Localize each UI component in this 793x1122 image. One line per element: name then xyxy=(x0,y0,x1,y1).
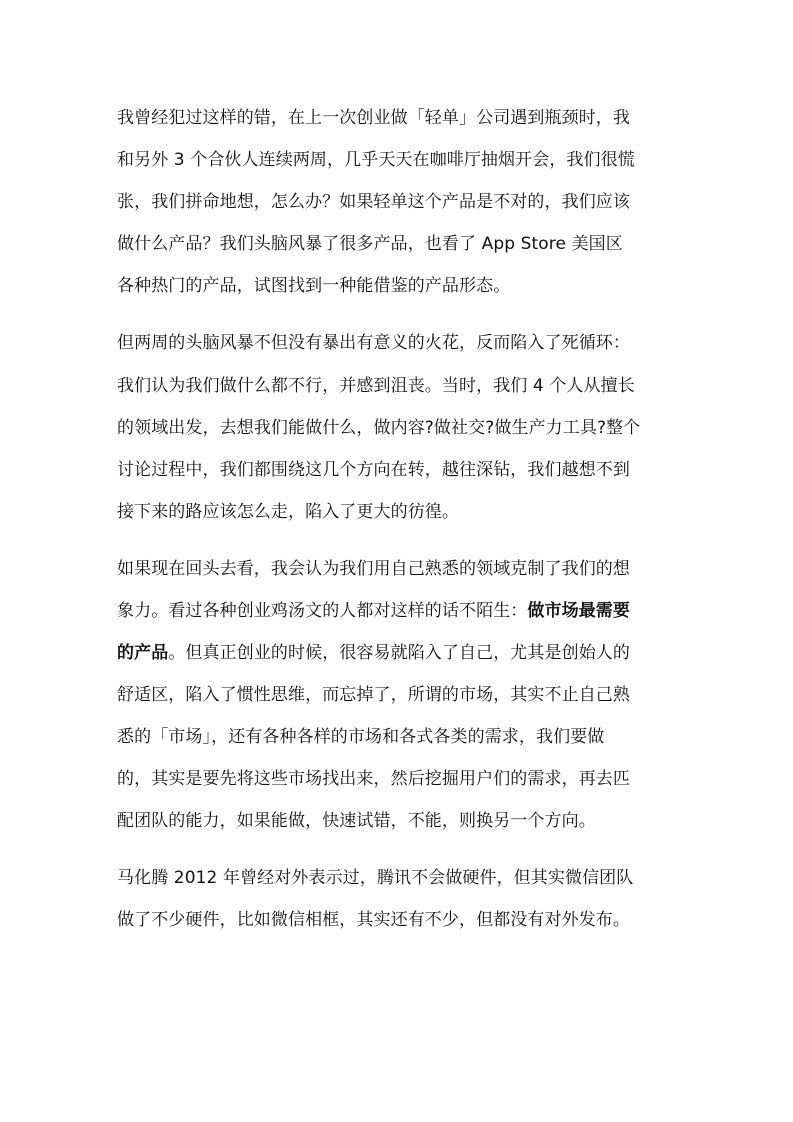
paragraph-1-line-1: 我曾经犯过这样的错，在上一次创业做「轻单」公司遇到瓶颈时，我 xyxy=(117,108,630,128)
paragraph-3-line-7: 配团队的能力，如果能做，快速试错，不能，则换另一个方向。 xyxy=(117,811,596,831)
paragraph-1-line-5: 各种热门的产品，试图找到一种能借鉴的产品形态。 xyxy=(117,276,511,296)
paragraph-3-line-6: 的，其实是要先将这些市场找出来，然后挖掘用户们的需求，再去匹 xyxy=(117,769,630,789)
paragraph-3-line-1: 如果现在回头去看，我会认为我们用自己熟悉的领域克制了我们的想 xyxy=(117,559,630,579)
bold-emphasis-1: 做市场最需要 xyxy=(527,601,631,621)
paragraph-2-line-1: 但两周的头脑风暴不但没有暴出有意义的火花，反而陷入了死循环： xyxy=(117,333,630,353)
paragraph-2-line-2: 我们认为我们做什么都不行，并感到沮丧。当时，我们 4 个人从擅长 xyxy=(117,376,635,396)
paragraph-2-line-4: 讨论过程中，我们都围绕这几个方向在转，越往深钻，我们越想不到 xyxy=(117,460,630,480)
paragraph-3-line-2 xyxy=(117,601,630,621)
paragraph-3-line-3 xyxy=(117,643,630,663)
bold-emphasis-2: 的产品 xyxy=(117,643,169,663)
paragraph-2-line-3: 的领域出发，去想我们能做什么，做内容?做社交?做生产力工具?整个 xyxy=(117,418,641,438)
paragraph-4-line-2: 做了不少硬件，比如微信相框，其实还有不少，但都没有对外发布。 xyxy=(117,910,630,930)
paragraph-3-line-4: 舒适区，陷入了惯性思维，而忘掉了，所谓的市场，其实不止自己熟 xyxy=(117,685,630,705)
paragraph-3-line-5: 悉的「市场」，还有各种各样的市场和各式各类的需求，我们要做 xyxy=(117,727,605,747)
paragraph-3-line-3-text: 。但真正创业的时候，很容易就陷入了自己，尤其是创始人的 xyxy=(168,643,631,663)
paragraph-2-line-5: 接下来的路应该怎么走，陷入了更大的彷徨。 xyxy=(117,502,459,522)
paragraph-4-line-1: 马化腾 2012 年曾经对外表示过，腾讯不会做硬件，但其实微信团队 xyxy=(117,868,634,888)
paragraph-3-line-2-text: 象力。看过各种创业鸡汤文的人都对这样的话不陌生： xyxy=(117,601,528,621)
paragraph-1-line-3: 张，我们拼命地想，怎么办？如果轻单这个产品是不对的，我们应该 xyxy=(117,192,630,212)
paragraph-1-line-4: 做什么产品？我们头脑风暴了很多产品，也看了 App Store 美国区 xyxy=(117,234,623,254)
paragraph-1-line-2: 和另外 3 个合伙人连续两周，几乎天天在咖啡厅抽烟开会，我们很慌 xyxy=(117,150,635,170)
